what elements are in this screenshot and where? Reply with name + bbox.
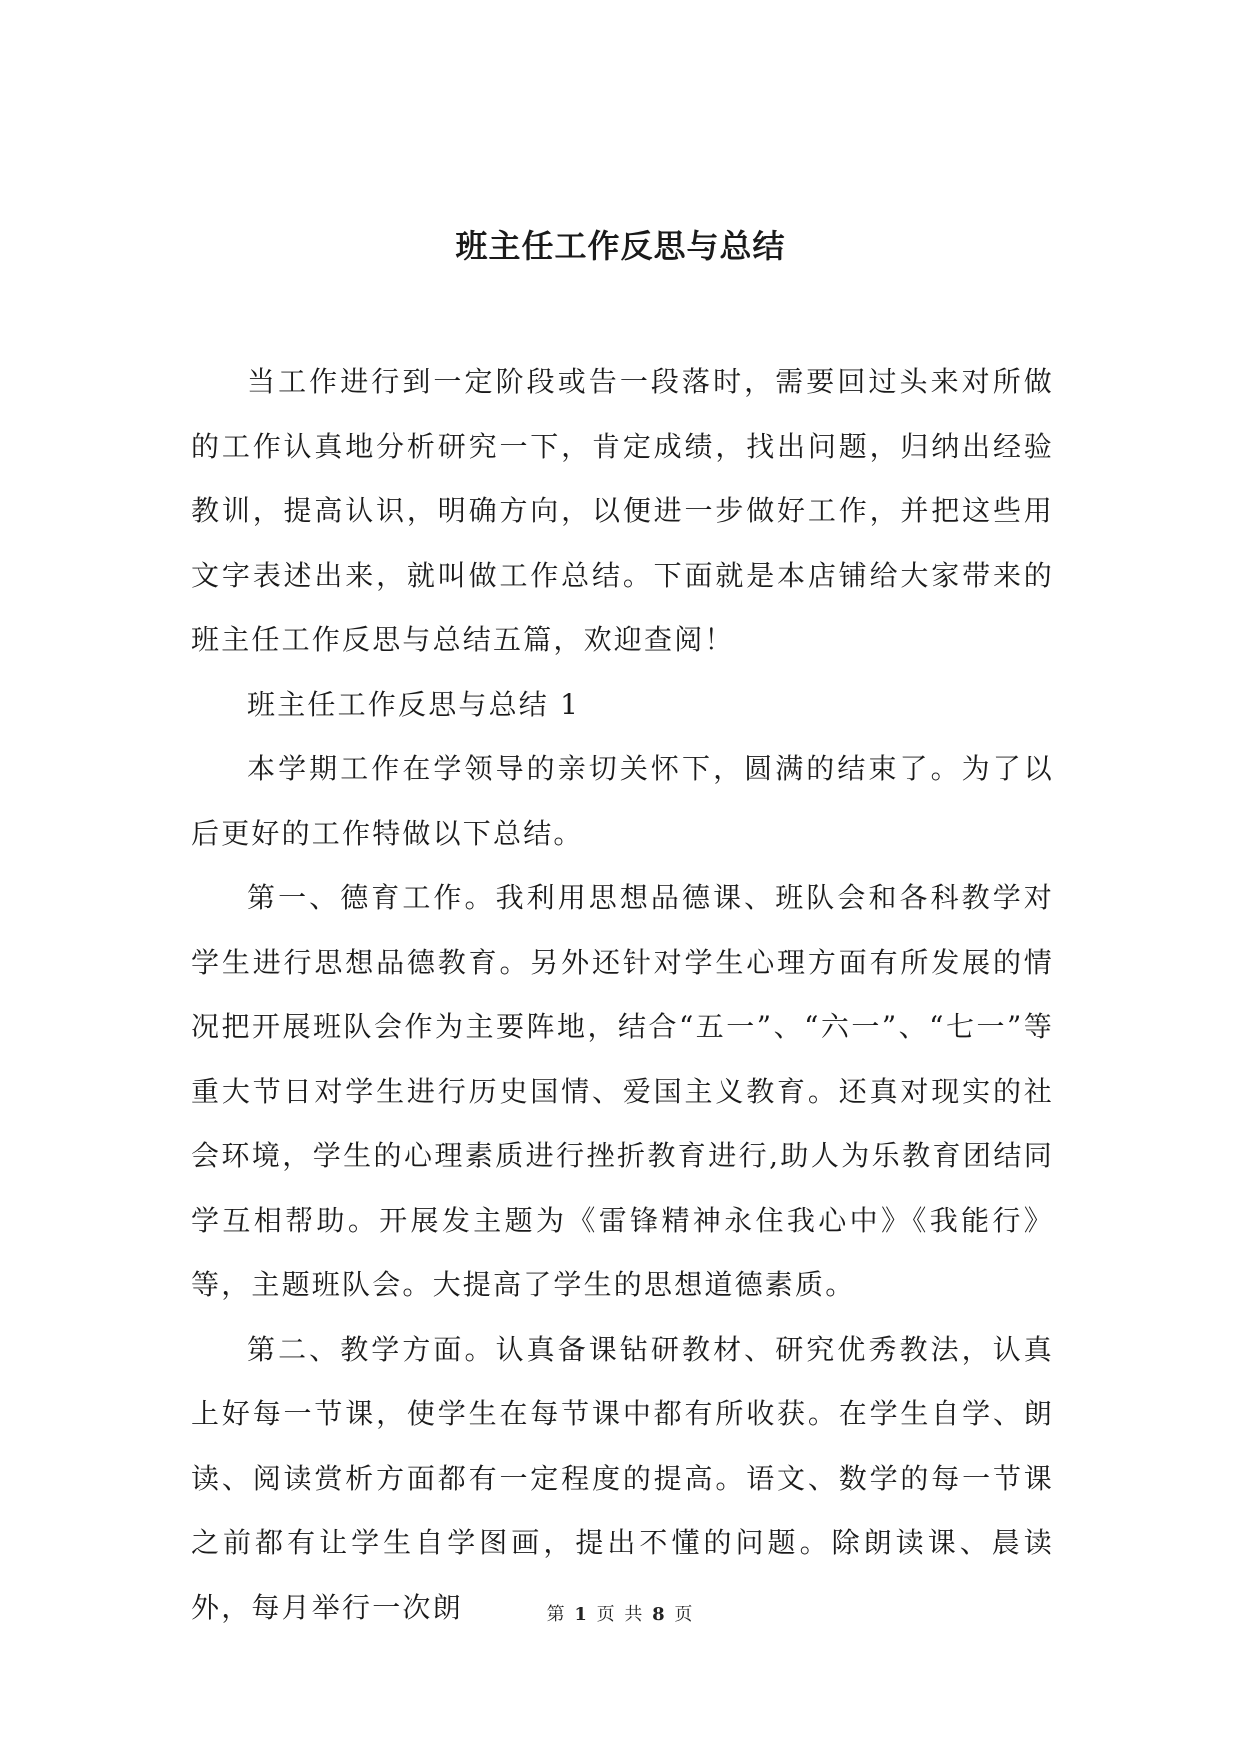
document-body bbox=[191, 350, 1054, 1640]
page-footer bbox=[0, 1600, 1241, 1626]
paragraph: 本学期工作在学领导的亲切关怀下，圆满的结束了。为了以后更好的工作特做以下总结。 bbox=[191, 752, 1054, 850]
document-title: 班主任工作反思与总结 bbox=[455, 227, 786, 265]
footer-prefix: 第 bbox=[546, 1604, 567, 1625]
current-page-number: 1 bbox=[574, 1604, 589, 1625]
paragraph: 第二、教学方面。认真备课钻研教材、研究优秀教法，认真上好每一节课，使学生在每节课中都有所收获。在学生自学、朗读、阅读赏析方面都有一定程度的提高。语文、数学的每一节课之前都有让学生自学图画，提出不懂的问题。除朗读课、晨读外，每月举行一次朗 bbox=[191, 1332, 1054, 1624]
footer-middle: 页 共 bbox=[596, 1604, 645, 1625]
paragraph-intro: 当工作进行到一定阶段或告一段落时，需要回过头来对所做的工作认真地分析研究一下，肯定成绩，找出问题，归纳出经验教训，提高认识，明确方向，以便进一步做好工作，并把这些用文字表述出来，就叫做工作总结。下面就是本店铺给大家带来的班主任工作反思与总结五篇，欢迎查阅！ bbox=[191, 365, 1054, 656]
section-heading: 班主任工作反思与总结 1 bbox=[247, 687, 581, 721]
paragraph: 第一、德育工作。我利用思想品德课、班队会和各科教学对学生进行思想品德教育。另外还针对学生心理方面有所发展的情况把开展班队会作为主要阵地，结合“五一”、“六一”、“七一”等重大节日对学生进行历史国情、爱国主义教育。还真对现实的社会环境，学生的心理素质进行挫折教育进行,助人为乐教育团结同学互相帮助。开展发主题为《雷锋精神永住我心中》《我能行》等，主题班队会。大提高了学生的思想道德素质。 bbox=[191, 881, 1054, 1301]
total-pages-number: 8 bbox=[652, 1604, 667, 1625]
footer-suffix: 页 bbox=[674, 1604, 695, 1625]
